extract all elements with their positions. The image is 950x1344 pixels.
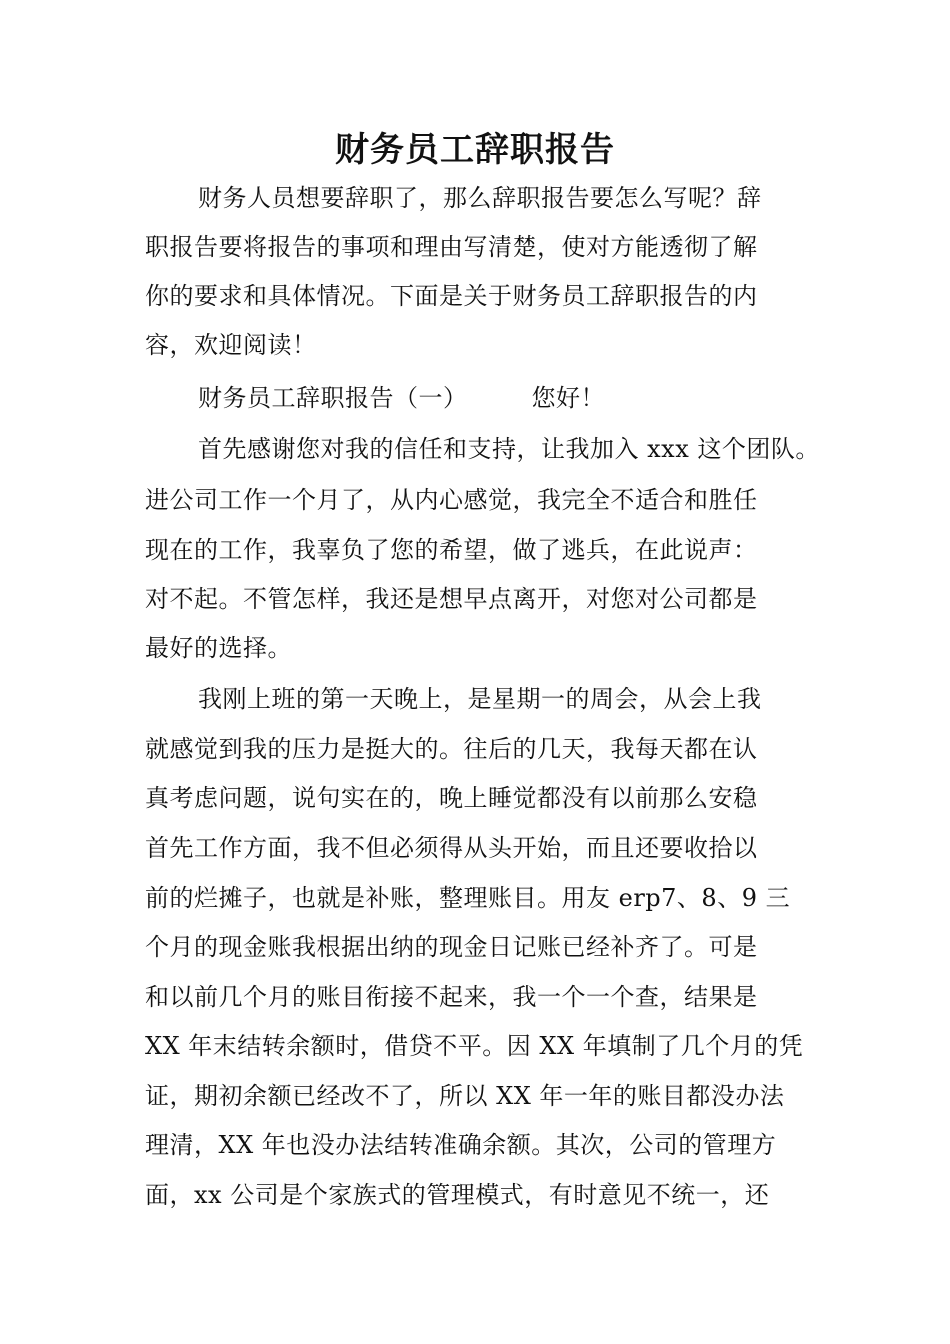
paragraph-line: 首先感谢您对我的信任和支持，让我加入 xxx 这个团队。: [198, 435, 820, 463]
paragraph-line: 你的要求和具体情况。下面是关于财务员工辞职报告的内: [145, 282, 758, 310]
paragraph-line: 现在的工作，我辜负了您的希望，做了逃兵，在此说声：: [145, 536, 758, 564]
paragraph-line: XX 年末结转余额时，借贷不平。因 XX 年填制了几个月的凭: [145, 1032, 804, 1060]
paragraph-line: 和以前几个月的账目衔接不起来，我一个一个查，结果是: [145, 983, 758, 1011]
paragraph-line: 进公司工作一个月了，从内心感觉，我完全不适合和胜任: [145, 486, 758, 514]
paragraph-line: 证，期初余额已经改不了，所以 XX 年一年的账目都没办法: [145, 1082, 785, 1110]
paragraph-line: 前的烂摊子，也就是补账，整理账目。用友 erp7、8、9 三: [145, 884, 791, 912]
paragraph-line: 容，欢迎阅读！: [145, 331, 317, 359]
paragraph-line: 对不起。不管怎样，我还是想早点离开，对您对公司都是: [145, 585, 758, 613]
greeting: 您好！: [531, 384, 605, 412]
paragraph-line: 个月的现金账我根据出纳的现金日记账已经补齐了。可是: [145, 933, 758, 961]
paragraph-line: 真考虑问题，说句实在的，晚上睡觉都没有以前那么安稳: [145, 784, 758, 812]
paragraph-line: 面，xx 公司是个家族式的管理模式，有时意见不统一，还: [145, 1181, 770, 1209]
paragraph-line: 首先工作方面，我不但必须得从头开始，而且还要收拾以: [145, 834, 758, 862]
paragraph-line: 财务人员想要辞职了，那么辞职报告要怎么写呢？辞: [198, 184, 762, 212]
section-heading-line: [198, 380, 605, 416]
paragraph-line: 我刚上班的第一天晚上，是星期一的周会，从会上我: [198, 685, 762, 713]
paragraph-line: 最好的选择。: [145, 634, 292, 662]
document-title: 财务员工辞职报告: [335, 130, 615, 170]
section-heading: 财务员工辞职报告（一）: [198, 384, 468, 412]
paragraph-line: 理清，XX 年也没办法结转准确余额。其次，公司的管理方: [145, 1131, 777, 1159]
paragraph-line: 职报告要将报告的事项和理由写清楚，使对方能透彻了解: [145, 233, 758, 261]
paragraph-line: 就感觉到我的压力是挺大的。往后的几天，我每天都在认: [145, 735, 758, 763]
